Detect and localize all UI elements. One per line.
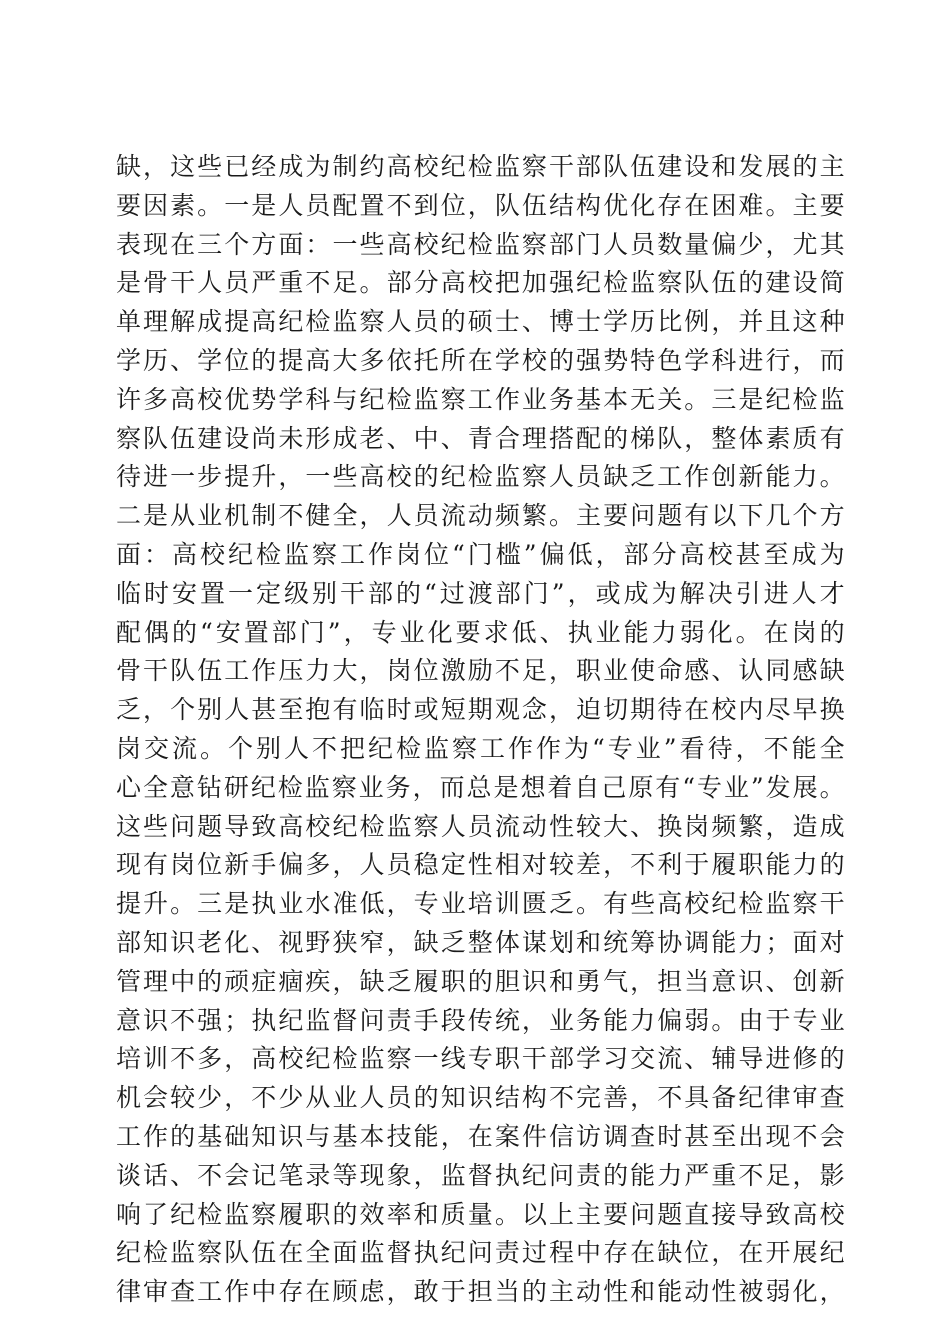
text-line: 察队伍建设尚未形成老、中、青合理搭配的梯队，整体素质有 — [116, 423, 846, 453]
text-line: 部知识老化、视野狭窄，缺乏整体谋划和统筹协调能力；面对 — [116, 927, 846, 957]
text-line: 乏，个别人甚至抱有临时或短期观念，迫切期待在校内尽早换 — [116, 695, 846, 725]
text-line: 谈话、不会记笔录等现象，监督执纪问责的能力严重不足，影 — [116, 1160, 846, 1190]
text-line: 是骨干人员严重不足。部分高校把加强纪检监察队伍的建设简 — [116, 268, 846, 298]
text-line: 心全意钻研纪检监察业务，而总是想着自己原有“专业”发展。 — [116, 772, 846, 802]
text-line: 骨干队伍工作压力大，岗位激励不足，职业使命感、认同感缺 — [116, 656, 846, 686]
text-line: 响了纪检监察履职的效率和质量。以上主要问题直接导致高校 — [116, 1199, 846, 1229]
text-line: 提升。三是执业水准低，专业培训匮乏。有些高校纪检监察干 — [116, 889, 846, 919]
text-line: 要因素。一是人员配置不到位，队伍结构优化存在困难。主要 — [116, 190, 846, 220]
text-line: 律审查工作中存在顾虑，敢于担当的主动性和能动性被弱化， — [116, 1277, 846, 1307]
text-line: 待进一步提升，一些高校的纪检监察人员缺乏工作创新能力。 — [116, 462, 846, 492]
text-line: 工作的基础知识与基本技能，在案件信访调查时甚至出现不会 — [116, 1121, 846, 1151]
text-line: 许多高校优势学科与纪检监察工作业务基本无关。三是纪检监 — [116, 384, 846, 414]
text-line: 管理中的顽症痼疾，缺乏履职的胆识和勇气，担当意识、创新 — [116, 966, 846, 996]
body-text — [116, 148, 846, 1312]
text-line: 二是从业机制不健全，人员流动频繁。主要问题有以下几个方 — [116, 501, 846, 531]
text-line: 缺，这些已经成为制约高校纪检监察干部队伍建设和发展的主 — [116, 152, 846, 181]
text-line: 机会较少，不少从业人员的知识结构不完善，不具备纪律审查 — [116, 1083, 846, 1113]
text-line: 纪检监察队伍在全面监督执纪问责过程中存在缺位，在开展纪 — [116, 1238, 846, 1268]
text-line: 这些问题导致高校纪检监察人员流动性较大、换岗频繁，造成 — [116, 811, 846, 841]
text-line: 单理解成提高纪检监察人员的硕士、博士学历比例，并且这种 — [116, 307, 846, 337]
text-line: 配偶的“安置部门”，专业化要求低、执业能力弱化。在岗的 — [116, 617, 846, 647]
text-line: 培训不多，高校纪检监察一线专职干部学习交流、辅导进修的 — [116, 1044, 846, 1074]
text-line: 表现在三个方面：一些高校纪检监察部门人员数量偏少，尤其 — [116, 229, 846, 259]
text-line: 学历、学位的提高大多依托所在学校的强势特色学科进行，而 — [116, 345, 846, 375]
text-line: 意识不强；执纪监督问责手段传统，业务能力偏弱。由于专业 — [116, 1005, 846, 1035]
text-line: 临时安置一定级别干部的“过渡部门”，或成为解决引进人才 — [116, 578, 846, 608]
text-line: 面：高校纪检监察工作岗位“门槛”偏低，部分高校甚至成为 — [116, 539, 846, 569]
text-line: 现有岗位新手偏多，人员稳定性相对较差，不利于履职能力的 — [116, 850, 846, 880]
text-line: 岗交流。个别人不把纪检监察工作作为“专业”看待，不能全 — [116, 733, 846, 763]
